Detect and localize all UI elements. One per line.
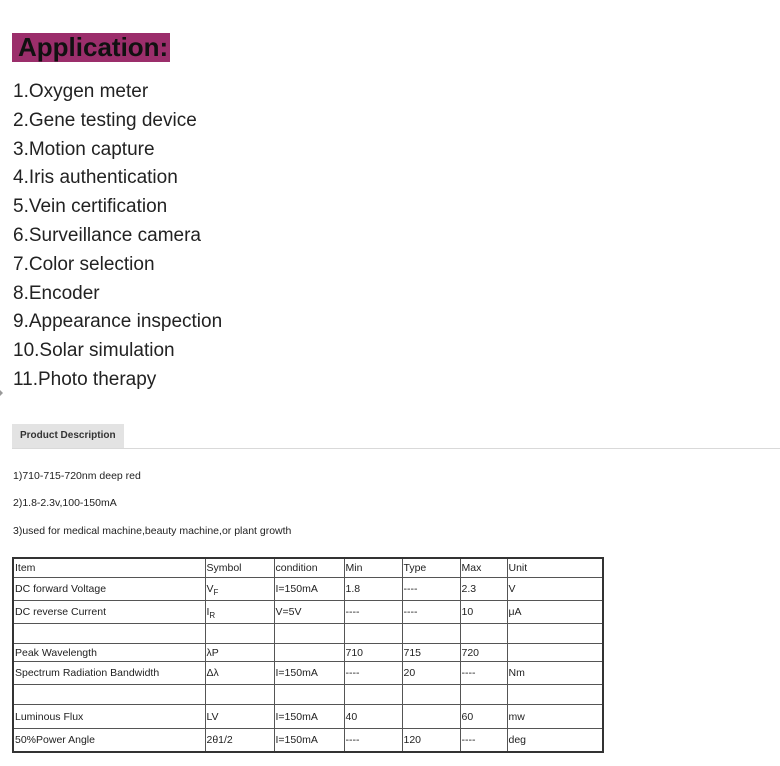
- table-header-cell: Type: [402, 558, 460, 578]
- table-cell-item: [13, 685, 205, 705]
- table-cell-min: ----: [344, 601, 402, 624]
- table-cell-max: ----: [460, 662, 507, 685]
- table-cell-symbol: [205, 624, 274, 644]
- table-cell-condition: I=150mA: [274, 705, 344, 729]
- table-cell-max: 60: [460, 705, 507, 729]
- table-cell-item: Luminous Flux: [13, 705, 205, 729]
- table-cell-unit: Nm: [507, 662, 603, 685]
- application-list-item: 9.Appearance inspection: [13, 311, 223, 333]
- table-header-cell: Max: [460, 558, 507, 578]
- table-cell-max: 720: [460, 644, 507, 662]
- table-cell-max: ----: [460, 729, 507, 753]
- table-cell-condition: [274, 644, 344, 662]
- symbol-subscript: F: [213, 588, 219, 597]
- table-cell-symbol: [205, 578, 274, 601]
- table-cell-item: DC reverse Current: [13, 601, 205, 624]
- table-cell-unit: V: [507, 578, 603, 601]
- table-cell-condition: [274, 624, 344, 644]
- description-line: 1)710-715-720nm deep red: [13, 470, 141, 482]
- application-list-item: 8.Encoder: [13, 282, 100, 304]
- spec-table: [12, 557, 604, 753]
- table-cell-max: 2.3: [460, 578, 507, 601]
- table-cell-condition: [274, 685, 344, 705]
- table-cell-type: 715: [402, 644, 460, 662]
- table-cell-type: 120: [402, 729, 460, 753]
- application-heading: Application:: [12, 33, 170, 62]
- table-header-cell: Symbol: [205, 558, 274, 578]
- table-cell-symbol: Δλ: [205, 662, 274, 685]
- table-cell-unit: [507, 685, 603, 705]
- table-row: [13, 729, 603, 753]
- table-cell-symbol: 2θ1/2: [205, 729, 274, 753]
- table-cell-item: Spectrum Radiation Bandwidth: [13, 662, 205, 685]
- description-line: 2)1.8-2.3v,100-150mA: [13, 497, 117, 509]
- table-cell-type: [402, 624, 460, 644]
- application-list-item: 4.Iris authentication: [13, 167, 178, 189]
- table-cell-min: [344, 624, 402, 644]
- table-cell-unit: mw: [507, 705, 603, 729]
- table-cell-min: [344, 685, 402, 705]
- table-cell-min: ----: [344, 729, 402, 753]
- table-cell-condition: I=150mA: [274, 578, 344, 601]
- table-row: [13, 662, 603, 685]
- application-list-item: 3.Motion capture: [13, 138, 155, 160]
- table-row: [13, 624, 603, 644]
- application-list-item: 6.Surveillance camera: [13, 224, 201, 246]
- table-row: [13, 685, 603, 705]
- table-cell-item: [13, 624, 205, 644]
- table-header-cell: Unit: [507, 558, 603, 578]
- description-tab-bar: [12, 424, 780, 449]
- table-cell-unit: [507, 624, 603, 644]
- table-cell-item: DC forward Voltage: [13, 578, 205, 601]
- symbol-main: V: [206, 583, 214, 595]
- application-list-item: 1.Oxygen meter: [13, 81, 149, 102]
- table-cell-unit: deg: [507, 729, 603, 753]
- table-cell-type: ----: [402, 601, 460, 624]
- table-cell-condition: I=150mA: [274, 729, 344, 753]
- table-cell-min: 1.8: [344, 578, 402, 601]
- table-header-cell: Item: [13, 558, 205, 578]
- symbol-subscript: R: [209, 611, 216, 620]
- application-list: [13, 78, 222, 395]
- table-cell-symbol: [205, 601, 274, 624]
- table-cell-type: [402, 705, 460, 729]
- application-list-item: 10.Solar simulation: [13, 340, 175, 362]
- table-cell-symbol: LV: [205, 705, 274, 729]
- application-list-item: 11.Photo therapy: [13, 368, 157, 390]
- table-cell-min: 40: [344, 705, 402, 729]
- table-cell-condition: I=150mA: [274, 662, 344, 685]
- table-cell-type: ----: [402, 578, 460, 601]
- table-row: [13, 644, 603, 662]
- symbol-main: I: [206, 606, 210, 618]
- table-header-cell: Min: [344, 558, 402, 578]
- application-list-item: 7.Color selection: [13, 253, 155, 275]
- table-row: [13, 705, 603, 729]
- side-expand-marker-icon: [0, 390, 3, 396]
- table-cell-min: ----: [344, 662, 402, 685]
- table-cell-min: 710: [344, 644, 402, 662]
- table-header-row: [13, 558, 603, 578]
- table-header-cell: condition: [274, 558, 344, 578]
- table-cell-item: Peak Wavelength: [13, 644, 205, 662]
- table-cell-symbol: λP: [205, 644, 274, 662]
- table-cell-condition: V=5V: [274, 601, 344, 624]
- description-line: 3)used for medical machine,beauty machine,or plant growth: [13, 525, 292, 537]
- table-cell-max: [460, 624, 507, 644]
- table-cell-item: 50%Power Angle: [13, 729, 205, 753]
- table-row: [13, 601, 603, 624]
- table-cell-max: [460, 685, 507, 705]
- application-list-item: 2.Gene testing device: [13, 109, 197, 131]
- application-list-item: 5.Vein certification: [13, 196, 168, 218]
- table-row: [13, 578, 603, 601]
- table-cell-unit: μA: [507, 601, 603, 624]
- tab-product-description[interactable]: Product Description: [12, 424, 124, 448]
- table-cell-unit: [507, 644, 603, 662]
- table-cell-type: 20: [402, 662, 460, 685]
- table-cell-symbol: [205, 685, 274, 705]
- table-cell-type: [402, 685, 460, 705]
- table-cell-max: 10: [460, 601, 507, 624]
